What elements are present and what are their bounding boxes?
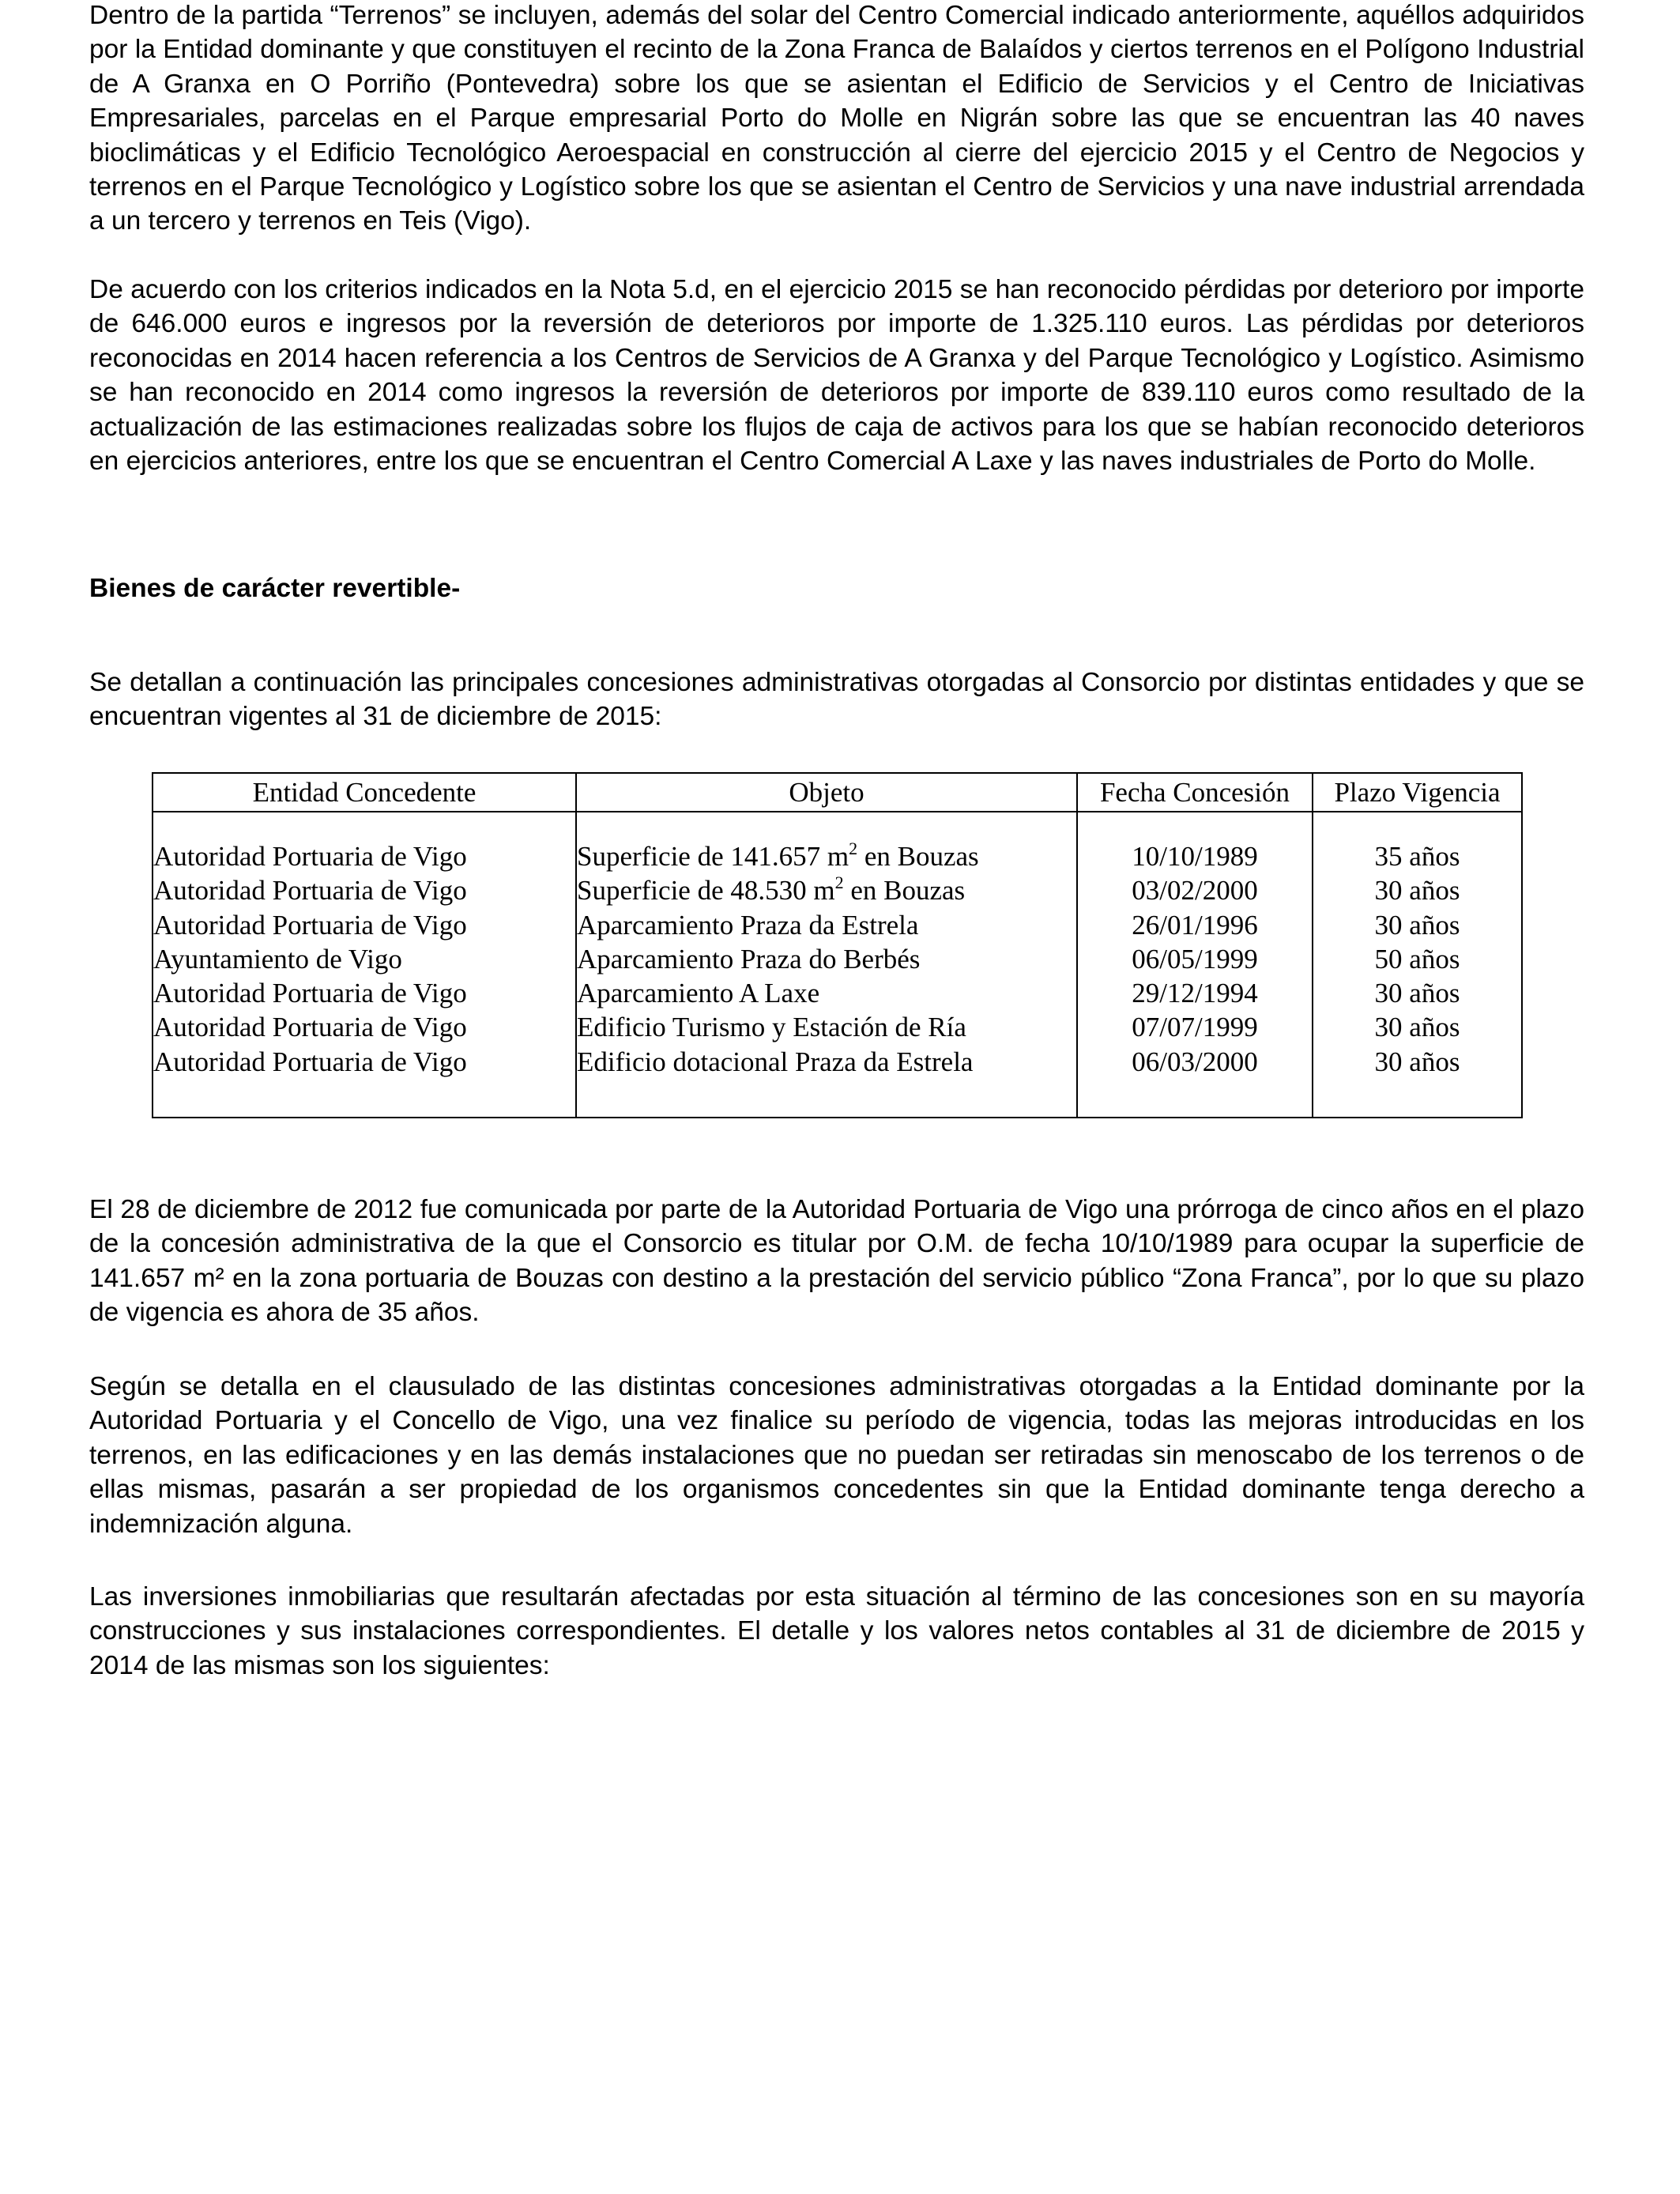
table-cell: 30 años — [1374, 909, 1460, 941]
column-plazo — [1313, 812, 1521, 1117]
table-cell: Superficie de 48.530 $m^2$ en Bouzas — [577, 873, 966, 907]
table-cell: Aparcamiento A Laxe — [577, 978, 820, 1009]
column-fecha — [1077, 812, 1313, 1117]
table-cell: Aparcamiento Praza da Estrela — [577, 909, 919, 941]
table-cell: 03/02/2000 — [1132, 875, 1258, 907]
table-cell: Edificio Turismo y Estación de Ría — [577, 1012, 966, 1043]
table-cell: Autoridad Portuaria de Vigo — [153, 841, 467, 872]
table-cell: 26/01/1996 — [1132, 909, 1258, 941]
header-entidad: Entidad Concedente — [153, 774, 576, 812]
table-cell: 50 años — [1374, 943, 1460, 974]
table-cell: 35 años — [1374, 841, 1460, 872]
table-cell: Ayuntamiento de Vigo — [153, 943, 402, 974]
header-plazo: Plazo Vigencia — [1313, 774, 1521, 812]
table-cell: Autoridad Portuaria de Vigo — [153, 875, 467, 907]
table-cell: 07/07/1999 — [1132, 1012, 1258, 1043]
table-cell: Aparcamiento Praza do Berbés — [577, 943, 921, 974]
section-heading: Bienes de carácter revertible- — [89, 574, 461, 603]
paragraph-terrenos: Dentro de la partida “Terrenos” se incluyen, además del solar del Centro Comercial indicado anteriormente, aquéllos adquiridos por la Entidad dominante y que constituyen el recinto de la Zona Franca de Balaídos y ciertos terrenos en el Polígono Industrial de A Granxa en O Porriño (Pontevedra) sobre los que se asientan el Edificio de Servicios y el Centro de Iniciativas Empresariales, parcelas en el Parque empresarial Porto do Molle en Nigrán sobre las que se encuentran las 40 naves bioclimáticas y el Edificio Tecnológico Aeroespacial en construcción al cierre del ejercicio 2015 y el Centro de Negocios y terrenos en el Parque Tecnológico y Logístico sobre los que se asientan el Centro de Servicios y una nave industrial arrendada a un tercero y terrenos en Teis (Vigo). — [89, 1, 1584, 236]
header-objeto: Objeto — [576, 774, 1077, 812]
table-cell: 30 años — [1374, 1012, 1460, 1043]
table-cell: Edificio dotacional Praza da Estrela — [577, 1046, 974, 1077]
table-cell: 30 años — [1374, 875, 1460, 907]
table-cell: 06/05/1999 — [1132, 943, 1258, 974]
column-entidad — [153, 812, 576, 1117]
table-body-row — [153, 812, 1521, 1117]
table-cell: 10/10/1989 — [1132, 841, 1258, 872]
paragraph-clausulado: Según se detalla en el clausulado de las distintas concesiones administrativas otorgadas a la Entidad dominante por la Autoridad Portuaria y el Concello de Vigo, una vez finalice su período de vigencia, todas las mejoras introducidas en los terrenos, en las edificaciones y en las demás instalaciones que no puedan ser retiradas sin menoscabo de los terrenos o de ellas mismas, pasarán a ser propiedad de los organismos concedentes sin que la Entidad dominante tenga derecho a indemnización alguna. — [89, 1372, 1584, 1539]
table-cell: 29/12/1994 — [1132, 978, 1258, 1009]
table-cell: Autoridad Portuaria de Vigo — [153, 1046, 467, 1077]
paragraph-deterioros: De acuerdo con los criterios indicados en la Nota 5.d, en el ejercicio 2015 se han reconocido pérdidas por deterioro por importe de 646.000 euros e ingresos por la reversión de deterioros por importe de 1.325.110 euros. Las pérdidas por deterioros reconocidas en 2014 hacen referencia a los Centros de Servicios de A Granxa y del Parque Tecnológico y Logístico. Asimismo se han reconocido en 2014 como ingresos la reversión de deterioros por importe de 839.110 euros como resultado de la actualización de las estimaciones realizadas sobre los flujos de caja de activos para los que se habían reconocido deterioros en ejercicios anteriores, entre los que se encuentran el Centro Comercial A Laxe y las naves industriales de Porto do Molle. — [89, 275, 1584, 477]
table-cell: 30 años — [1374, 1046, 1460, 1077]
table-header-row — [153, 774, 1521, 812]
paragraph-prorroga: El 28 de diciembre de 2012 fue comunicada por parte de la Autoridad Portuaria de Vigo una prórroga de cinco años en el plazo de la concesión administrativa de la que el Consorcio es titular por O.M. de fecha 10/10/1989 para ocupar la superficie de 141.657 m² en la zona portuaria de Bouzas con destino a la prestación del servicio público “Zona Franca”, por lo que su plazo de vigencia es ahora de 35 años. — [89, 1195, 1584, 1328]
table-cell: Autoridad Portuaria de Vigo — [153, 1012, 467, 1043]
concessions-table — [152, 772, 1523, 1118]
table-cell: Autoridad Portuaria de Vigo — [153, 978, 467, 1009]
table-cell: 06/03/2000 — [1132, 1046, 1258, 1077]
table-cell: Superficie de 141.657 $m^2$ en Bouzas — [577, 839, 979, 872]
paragraph-concesiones-intro: Se detallan a continuación las principales concesiones administrativas otorgadas al Consorcio por distintas entidades y que se encuentran vigentes al 31 de diciembre de 2015: — [89, 668, 1584, 732]
table-cell: Autoridad Portuaria de Vigo — [153, 909, 467, 941]
table-cell: 30 años — [1374, 978, 1460, 1009]
column-objeto — [576, 812, 1077, 1117]
header-fecha: Fecha Concesión — [1077, 774, 1313, 812]
paragraph-inversiones: Las inversiones inmobiliarias que resultarán afectadas por esta situación al término de las concesiones son en su mayoría construcciones y sus instalaciones correspondientes. El detalle y los valores netos contables al 31 de diciembre de 2015 y 2014 de las mismas son los siguientes: — [89, 1582, 1584, 1680]
